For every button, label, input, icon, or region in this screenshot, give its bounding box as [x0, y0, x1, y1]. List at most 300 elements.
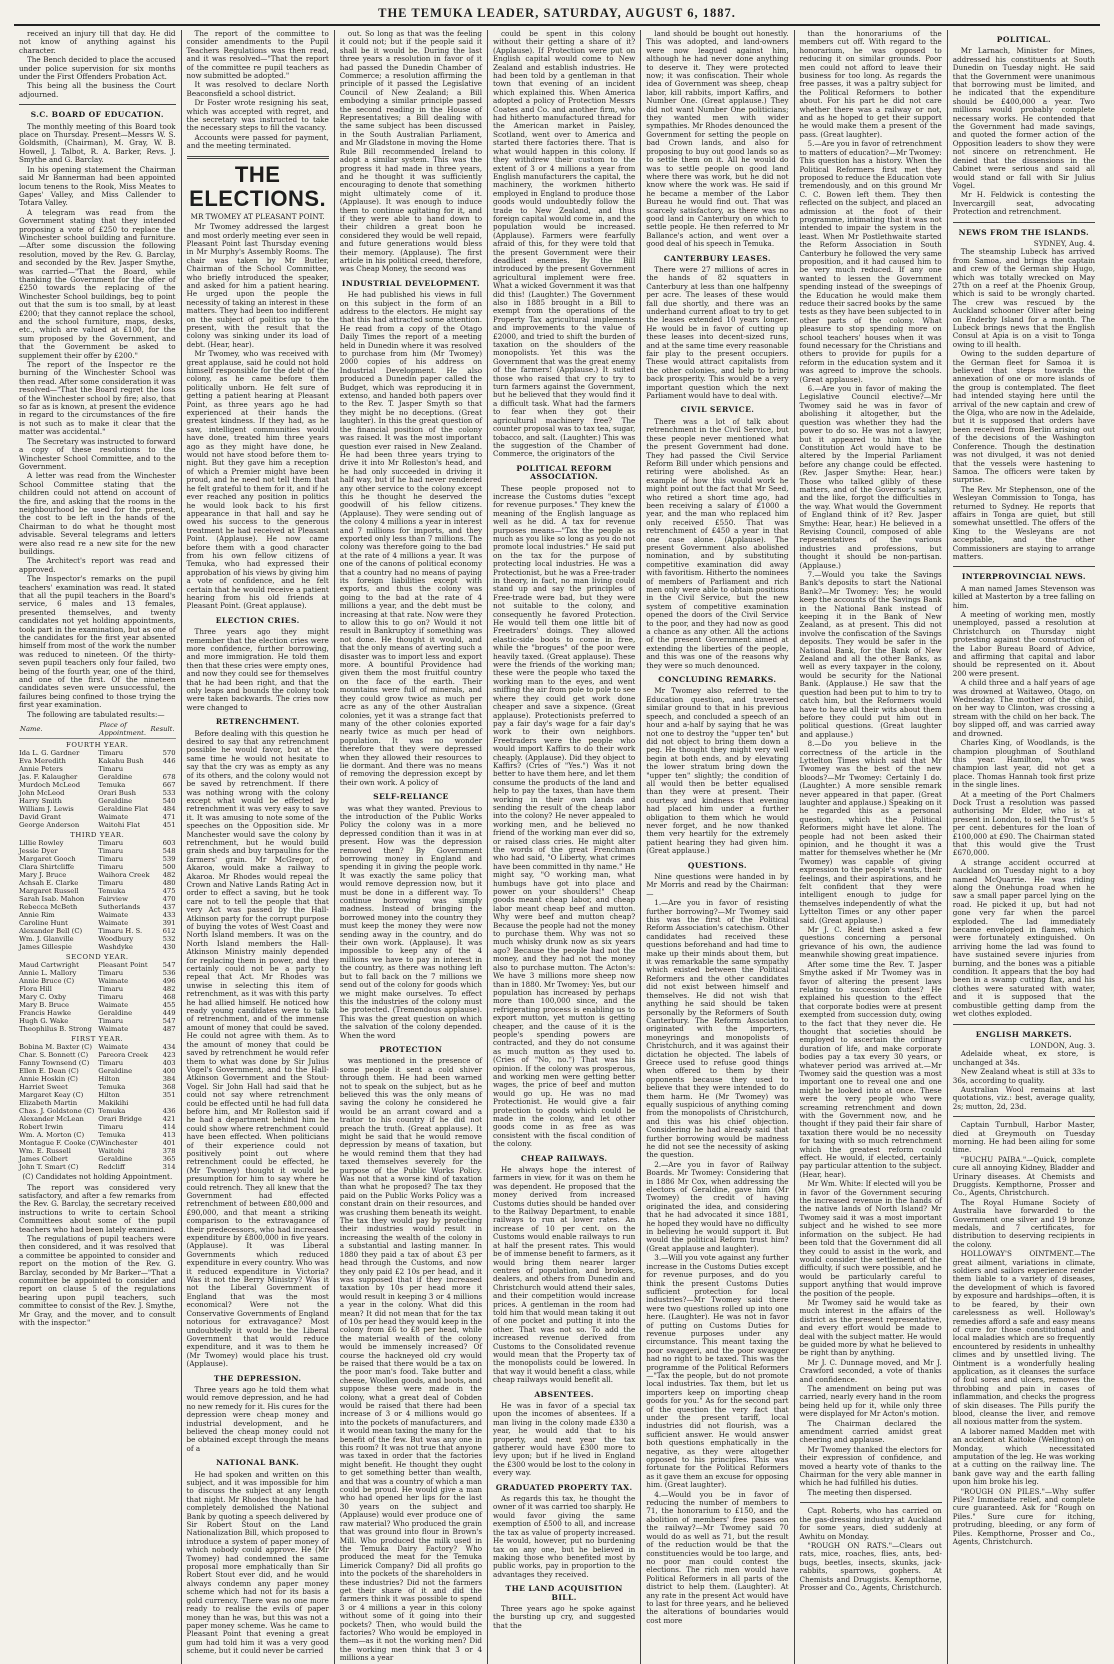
result-cell: 421: [162, 1115, 176, 1124]
article-paragraph: A letter was read from the Winchester School Committee stating that the children could not attend on account of the fire, and asking that the rooms in the neighbourhood be used for the present, the cost to be left in the hands of the Chairman to do what he thought most advisable. Several telegrams and letters were also read re a new site for the new buildings.: [19, 471, 176, 556]
name-cell: Wm. E. Russell: [19, 1147, 71, 1156]
name-cell: Achsah E. Clarke: [19, 879, 79, 888]
section-heading: POLITICAL.: [996, 35, 1052, 44]
article-paragraph: After some time the Rev. T. Jasper Smythe asked if Mr Twomey was in favor of altering the present laws relating to succession duties? He explained his question to the effect that corporate bodies were at present exempted from succession duty, owing to the fact that they never die. He thought that societies should be employed to ascertain the ordinary duration of life, and make corporate bodies pay a tax every 30 years, or whatever period was arrived at.—Mr Twomey said the question was a most important one to reveal one and one might be looked into at once. These were the very people who were screaming retrenchment and down with the Government now, and he thought if they paid their fair share of taxation there would be no necessity for taxing with so much retrenchment which the greatest reform could effect. He would, if elected, certainly pay particular attention to the subject. (Hear, hear).: [799, 959, 942, 1179]
table-row: [19, 961, 176, 969]
name-cell: Margaret Russell: [19, 887, 79, 896]
advertisement: "ROUGH ON PILES."—Why suffer Piles? Immediate relief, and complete cure guaranteed. Ask for "Rough on Piles." Sure cure for itching, protruding, bleeding, or any form of Piles. Kempthorne, Prosser and Co., Agents, Christchurch.: [952, 1486, 1095, 1547]
place-cell: Geraldine: [98, 797, 133, 806]
result-cell: 403: [162, 1059, 176, 1068]
article-paragraph: New Zealand wheat is still at 33s to 36s, according to quality.: [952, 1067, 1095, 1085]
result-cell: 401: [162, 1139, 176, 1148]
section-heading: SELF-RELIANCE: [373, 792, 449, 802]
name-cell: Margaret Gooch: [19, 855, 76, 864]
place-cell: Geraldine: [98, 773, 133, 782]
name-cell: Lillie Rowley: [19, 839, 64, 848]
dateline: SYDNEY, Aug. 4.: [1033, 238, 1095, 248]
name-cell: Alexander McLean: [19, 1115, 84, 1124]
place-cell: Washdyke: [98, 943, 133, 952]
name-cell: Annie Hoskin (C): [19, 1075, 78, 1084]
result-cell: 548: [162, 847, 176, 856]
column-3: [334, 30, 487, 1664]
table-row: [19, 805, 176, 813]
place-cell: Timaru: [98, 749, 124, 758]
result-cell: 482: [162, 985, 176, 994]
place-cell: Timaru: [98, 985, 124, 994]
column-7: [947, 30, 1100, 1664]
table-row: [19, 821, 176, 829]
year-heading: FOURTH YEAR.: [66, 741, 129, 750]
article-paragraph: These people proposed not to increase the Customs duties "except for revenue purposes." They knew the meaning of the English language as well as he did. A tax for revenue purposes means—"Tax the people as much as you like so long as you do not promote local industries." He said put on the tax for the purpose of protecting local industries. He was a Protectionist, but he was a Free-trader in theory, in fact, no man living could stand up and say the principles of Free-trade were bad, but they were not suitable to the colony, and consequently he favored Protection. He would tell them one little bit of Freetraders' doings. They allowed elastic-side boots to come in free, while the "brogues" of the poor were heavily taxed. (Great applause). These were the friends of the working man; these were the people who taxed the working man to the eyes, and went sniffing the air from pole to pole to see where they could get work done cheaper and save a sixpence. (Great applause). Protectionists preferred to pay a fair day's wage for a fair day's work to their own neighbors. Freetraders were the people who would import Kaffirs to do their work cheaply. (Applause). Did they object to Kaffirs? (Cries of "Yes.") Was it not better to have them here, and let them consume the products of the land and help to pay the taxes, than have them working in their own lands and sending the result of the cheap labor into the colony? He never appealed to working men, and he believed no friend of the working man ever did so, or raised class cries. He might alter the words of the great Frenchman who had said, "O Liberty, what crimes have been committed in thy name." He might say, "O working man, what humbugs have got into place and power on your shoulders!" Cheap goods meant cheap labor, and cheap labor meant cheap beef and mutton. Why were beef and mutton cheap? Because the people had not the money to purchase them. Why was not so much whisky drunk now as six years ago? Because the people had not the money, and they had not the money also to purchase mutton. The Acton's: We have 3 millions more sheep now than in 1880. Mr Twomey: Yes, but our population has increased by perhaps more than 100,000 since, and the refrigerating process is enabling us to export mutton, yet mutton is getting cheaper, and the cause of it is the people's spending powers are contracted, and they do not consume as much mutton as they used to. (Cries of "No, no.") That was his opinion. If the colony was prosperous, and working men were getting better wages, the price of beef and mutton would go up. He was no mad Protectionist. He would give a fair protection to goods which could be made in the colony, and let other goods come in as free as was consistent with the fiscal condition of the colony.: [493, 483, 636, 1149]
column-header: Place of Appointment.: [98, 720, 149, 739]
table-row: [19, 903, 176, 911]
result-cell: 612: [162, 927, 176, 936]
section-heading: CANTERBURY LEASES.: [663, 253, 771, 263]
place-cell: Pleasant Point: [98, 961, 148, 970]
section-heading: PROTECTION: [379, 1044, 443, 1054]
table-row: [19, 863, 176, 871]
name-cell: Annie Bruce (C): [19, 977, 75, 986]
section-heading: THE LAND ACQUISITION BILL.: [505, 1584, 623, 1602]
article-paragraph: received an injury till that day. He did not know of anything against his character.: [19, 29, 176, 55]
table-row: [19, 773, 176, 781]
table-row: [19, 757, 176, 765]
section-heading: INDUSTRIAL DEVELOPMENT.: [341, 278, 480, 288]
elections-headline: THE ELECTIONS.: [189, 161, 327, 211]
place-cell: Timaru: [98, 855, 124, 864]
place-cell: Pareora Creek: [98, 1051, 149, 1060]
year-heading-row: [19, 951, 176, 961]
result-cell: 500: [162, 863, 176, 872]
results-table: [19, 720, 176, 1171]
result-cell: 413: [162, 1131, 176, 1140]
result-cell: 539: [162, 855, 176, 864]
name-cell: Char. S. Bonnett (C): [19, 1051, 89, 1060]
result-cell: 378: [162, 1147, 176, 1156]
place-cell: Hilton: [98, 1075, 120, 1084]
place-cell: Sutherlands: [98, 903, 141, 912]
place-cell: Makikihi: [98, 1099, 129, 1108]
name-cell: Alexander Bell (C): [19, 927, 83, 936]
table-row: [19, 1107, 176, 1115]
article-paragraph: Mr Twomey said he would take as much interest in the affairs of the district as the present representative, and every effort would be made to deal with the subject matter. He would be guided more by what he believed to be right than by anything.: [799, 1297, 942, 1358]
result-cell: 314: [162, 1163, 176, 1172]
section-heading: CIVIL SERVICE.: [680, 405, 755, 415]
place-cell: Temuka: [98, 781, 126, 790]
section-heading: ABSENTEES.: [534, 1389, 594, 1399]
result-cell: 547: [162, 961, 176, 970]
table-row: [19, 969, 176, 977]
result-cell: 470: [162, 895, 176, 904]
article-paragraph: Mr Twomey addressed the largest and most orderly meeting ever seen in Pleasant Point last Thursday evening in Mr Murphy's Assembly Rooms. The chair was taken by Mr Butler, Chairman of the School Committee, who briefly introduced the speaker, and asked for him a patient hearing. He urged upon the people the necessity of taking an interest in these matters. They had been too indifferent on the subject of politics up to the present, with the result that the colony was sinking under its load of debt. (Hear, hear).: [186, 222, 329, 349]
result-cell: 540: [162, 797, 176, 806]
place-cell: Timaru: [98, 1123, 124, 1132]
table-row: [19, 1155, 176, 1163]
article-paragraph: A child three and a half years of age was drowned at Waitaweo, Otago, on Wednesday. The mother of the child, on her way to Clinton, was crossing a stream with the child on her back. The boy slipped off, and was carried away and drowned.: [952, 678, 1095, 738]
place-cell: Timaru: [98, 993, 124, 1002]
article-paragraph: A strange accident occurred at Auckland on Tuesday night to a boy named McQuarrie. He was riding along the Onehunga road when he saw a small paper parcel lying on the road. He picked it up, but had not gone very far when the parcel exploded. The lad immediately became enveloped in flames, which were fortunately extinguished. On arriving home the lad was found to have sustained severe injuries from burning, and the bones was a pitiable condition. It appears that the boy had been in a swamp cutting flax, and his clothes were saturated with water, and it is supposed that the combustible getting damp from the wet clothes exploded.: [952, 857, 1095, 1019]
place-cell: Winchester: [98, 1139, 138, 1148]
divider: [953, 1024, 1095, 1025]
result-cell: 484: [162, 805, 176, 814]
article-paragraph: He was in favor of a special tax upon the incomes of absentees. If a man living in the colony made £330 a year, he would add that to his property, and next year the tax gatherer would have £300 more to levy upon; but if he lived in England the £300 would be lost to the colony in every way.: [493, 1401, 636, 1478]
table-row: [19, 1001, 176, 1009]
table-row: [19, 1075, 176, 1083]
article-paragraph: Before dealing with this question he desired to say that any retrenchment possible he would favor, but at the same time he would not hesitate to say that the cry was as empty as any of its others, and the colony would not be saved by retrenchment. If there was nothing wrong with the colony except what would be effected by retrenchment it was very easy to save it. It was amusing to note some of the speeches on the Opposition side. Mr Manchester would save the colony by retrenchment, but he would build grain sheds and buy tarpaulins for the farmers' grain. Mr McGregor, of Akaroa, would make a railway to Akaroa. Mr Rhodes would repeal the Crown and Native Lands Rating Act in order to effect a saving, but he took care not to tell the people that that very Act was passed by the Hall-Atkinson party for the corrupt purpose of buying the votes of West Coast and North Island members. It was on the North Island members the Hall-Atkinson Ministry mainly depended for replacing them in power, and they certainly could not be a party to repeal that Act. Mr Rhodes was unwise in selecting this item of retrenchment, as it was with this party he had allied himself. He noticed how ready young candidates were to talk of retrenchment, and of the immense amount of money that could be saved. He could not agree with them. As to the amount of money that could be saved by retrenchment he would refer them to what was done by Sir Julius Vogel's Government, and to the Hall-Atkinson Government and the Stout-Vogel. Sir John Hall had said that he could not say where retrenchment could be effected until he had full data before him, and Mr Rolleston said if he had a department behind him he could show where retrenchment could have been effected. When politicians of their experience could not positively point out where retrenchment could be effected, he (Mr Twomey) thought it would be presumption for him to say where he could retrench. They all knew that the Government had effected retrenchment of between £80,000 and £90,000, and that meant a striking comparison to the extravagance of their predecessors, who had increased expenditure by £800,000 in five years. (Applause). It was Liberal Governments which reduced expenditure in every country. Who was it reduced expenditure in Victoria? Was it not the Berry Ministry? Was it not the Liberal Government of England that was the most economical? Were not the Conservative Governments of England notorious for extravagance? Most undoubtedly it would be the Liberal Government that would reduce expenditure, and it was to them he (Mr Twomey) would place his trust. (Applause).: [186, 728, 329, 1369]
article-paragraph: Mr Twomey thanked the electors for their expression of confidence, and moved a hearty vote of thanks to the Chairman for the very able manner in which he had fulfilled his duties.: [799, 1444, 942, 1488]
place-cell: Waimate: [98, 1043, 129, 1052]
result-cell: 667: [162, 781, 176, 790]
place-cell: Temuka: [98, 887, 126, 896]
advertisement: "ROUGH ON RATS."—Clears out rats, mice, roaches, flies, ants, bed-bugs, beetles, insects, skunks, jack-rabbits, sparrows, gophers. At Chemists and Druggists. Kempthorne, Prosser and Co., Agents, Christchurch.: [799, 1540, 942, 1592]
section-heading: CONCLUDING REMARKS.: [658, 675, 777, 685]
place-cell: Orari Bush: [98, 789, 136, 798]
results-table-body: [19, 739, 176, 1172]
result-cell: 678: [162, 773, 176, 782]
name-cell: Margaret Keay (C): [19, 1091, 84, 1100]
article-paragraph: As regards this tax, he thought the owner of it was carried too sharply. He would favor giving the same exemption of £500 to all, and increase the tax as value of property increased. He would, however, put no burdening tax on any one, but he believed in making those who benefited most by public works, pay in proportion to the advantages they received.: [493, 1494, 636, 1579]
table-row: [19, 911, 176, 919]
result-cell: [149, 765, 175, 773]
article-paragraph: There was a lot of talk about retrenchment in the Civil Service, but these people never mentioned what the present Government had done. They had passed the Civil Service Reform Bill under which pensions and retiring were abolished. As an example of how this would work he might point out the fact that Mr Seed, who retired a short time ago, had been receiving a salary of £1000 a year, and the man who replaced him only received £550. That was retrenchment of £450 a year in that one case alone. (Applause). The present Government also abolished nomination, and by substituting competitive examination did away with favoritism. Hitherto the nominees of members of Parliament and rich men only were able to obtain positions in the Civil Service, but the new system of competitive examination opened the doors of the Civil Service to the poor, and they had now as good a chance as any other. All the actions of the present Government aimed at extending the liberties of the people, and this was one of the reasons why they were so much denounced.: [646, 416, 789, 670]
divider: [953, 1116, 1095, 1117]
year-heading: THIRD YEAR.: [70, 831, 125, 840]
place-cell: Geraldine: [98, 1155, 133, 1164]
table-row: [19, 1059, 176, 1067]
news-item: A laborer named Madden met with an accident at Kaitoke (Wellington) on Monday, which necessitated amputation of the leg. He was working at a cutting on the railway line. The bank gave way and the earth falling upon him broke his leg.: [952, 1426, 1095, 1487]
name-cell: Robert Irwin: [19, 1123, 64, 1132]
article-paragraph: A meeting of working men, mostly unemployed, passed a resolution at Christchurch on Thursday night protesting against the construction of the Labor Bureau Board of Advice, and affirming that capital and labor should be represented on it. About 200 were present.: [952, 610, 1095, 678]
article-paragraph: land should be bought out honestly. This was adopted, and land-owners were now leagued against him, although he had never done anything to deserve it. They were protected now; it was confiscation. Their whole idea of Government was sheep, cheap labor, kill rabbits, import Kaffirs, and Number One. (Great applause.) They did not want Number One politicians; they wanted men with wider sympathies. Mr Rhodes denounced the Government for setting the people on bad Crown lands, and also for proposing to buy out good lands so as to settle them on it. All he would do was to settle people on good land where there was work, but he did not know where the work was. He said if he became a member of the Labor Bureau he would find out. That was scarcely satisfactory, as there was no good land in Canterbury on which to settle people. He then referred to Mr Ballance's action, and went over a good deal of his speech in Temuka.: [646, 29, 789, 249]
result-cell: 471: [162, 813, 176, 822]
article-paragraph: The report was considered very satisfactory, and after a few remarks from the Rev. G. Barclay, the secretary received instructions to write to certain School Committees about some of the pupil teachers who had been lately examined.: [19, 1182, 176, 1234]
article-paragraph: 5.—Are you in favor of retrenchment to matters of education?—Mr Twomey: This question has a history. When the Political Reformers first met they proposed to reduce the Education vote tremendously, and on this ground Mr C. C. Bowen left them. They then reflected on the subject, and placed an admission at the foot of their programme, intimating that it was not intended to impair the system in the least. When Mr Postlethwaite started the Reform Association in South Canterbury he followed the very same proposition, and it had caused him to be very much reduced. If any one wanted to lessen the Government spending instead of the sweepings of the Education he would make them reduce their sacred books by the same tests as they have been subjected to in other parts of the colony. What pleasure to stop spending more on school teachers' houses when it was found necessary for the Christians and others to provide for pupils for a reform in the education system and it was agreed to improve the schools. (Great applause).: [799, 139, 942, 384]
article-paragraph: out. So long as that was the feeling it could not; but if the people said it shall be it would be. During the last three years a resolution in favor of it had passed the Dunedin Chamber of Commerce; a resolution affirming the principle of it passed the Legislative Council of New Zealand; a Bill embodying a similar principle passed the second reading in the House of Representatives; a Bill dealing with the same subject has been discussed in the South Australian Parliament, and Mr Gladstone in moving the Home Rule Bill recommended Ireland to adopt a similar system. This was the progress it had made in three years, and he thought it was sufficiently encouraging to denote that something might ultimately come of it. (Applause). It was enough to induce them to continue agitating for it, and if they were able to hand down to their children a great boon he considered they would be well repaid, and future generations would bless their memory. (Applause). The first article in his political creed, therefore, was Cheap Money, the second was: [339, 29, 483, 274]
place-cell: Woodbury: [98, 935, 134, 944]
table-row: [19, 1139, 176, 1147]
article-paragraph: Accounts were passed for payment, and the meeting terminated.: [186, 132, 329, 151]
name-cell: Annie Rim: [19, 911, 55, 920]
result-cell: 532: [162, 935, 176, 944]
section-heading: INTERPROVINCIAL NEWS.: [961, 572, 1086, 582]
article-paragraph: The monthly meeting of this Board took place on Thursday. Present—Messrs W. S. Goldsmith, (Chairman), M. Gray, W. B. Howell, J. Talbot, R. A. Barker, Revs. J. Smythe and G. Barclay.: [19, 121, 176, 165]
divider: [187, 156, 329, 159]
name-cell: Wm. J. Glanville: [19, 935, 74, 944]
article-paragraph: The steamship Lubeck has arrived from Samoa, and brings the captain and crew of the German ship Hugo, which was totally wrecked on May 27th on a reef at the Phoenix Group, which is said to be wrongly charted. The crew was rescued by the Auckland schooner Oliver after being on Enderby Island for a month. The Lubeck brings news that the English Consul at Apia is on a visit to Tonga owing to ill health.: [952, 247, 1095, 349]
place-cell: Temuka: [98, 1107, 126, 1116]
result-cell: 414: [162, 1123, 176, 1132]
section-heading: GRADUATED PROPERTY TAX.: [495, 1482, 633, 1492]
article-paragraph: Mr J. C. Dunnage moved, and Mr J. Crawford seconded, a vote of thanks and confidence.: [799, 1357, 942, 1384]
table-row: [19, 839, 176, 847]
table-row: [19, 993, 176, 1001]
year-heading: SECOND YEAR.: [65, 953, 129, 962]
result-cell: 480: [162, 879, 176, 888]
table-row: [19, 1115, 176, 1123]
table-row: [19, 1091, 176, 1099]
result-cell: 482: [162, 871, 176, 880]
table-row: [19, 935, 176, 943]
place-cell: Waihora Creek: [98, 871, 150, 880]
place-cell: Geraldine Flat: [98, 805, 148, 814]
name-cell: David Grant: [19, 813, 61, 822]
name-cell: Francis Hawke: [19, 1009, 71, 1018]
place-cell: Redcliff: [98, 1163, 125, 1172]
table-row: [19, 1083, 176, 1091]
article-paragraph: Three years ago they might remember that the election cries were more confidence, further borrowing, and more immigration. He told them then that these cries were empty ones, and now they could see for themselves that he had been right, and that the only leaps and bounds the colony took were taken backwards. The cries now were changed to: [186, 627, 329, 712]
article-paragraph: He had spoken and written on this subject, and it was impossible for him to discuss the subject at any length that night. Mr Rhodes thought he had completely demolished the National Bank by quoting a speech delivered by Sir Robert Stout on the Land Nationalization Bill, which proposed to introduce a system of paper money of which nobody could approve. He (Mr Twomey) had condemned the same proposal more emphatically than Sir Robert Stout ever did, and he would always condemn any paper money scheme which had not for its basis a gold currency. There was no one more ready to realise the evils of paper money than he was, but this was not a paper money scheme. Was he came to Pleasant Point that evening a great gum had told him it was a very good scheme, but it could never be carried: [186, 1469, 329, 1656]
table-row: [19, 1051, 176, 1059]
article-paragraph: was mentioned in the presence of some people it sent a cold shiver through them. He had been warned not to speak on the subject, but as he believed this was the only means of saving the colony he considered he would be an arrant coward and a traitor to his country if he did not preach the truth. (Great applause). It might be said that he would remove depression by means of taxation, but he would remind them that they had taxed themselves severely for the purpose of the Public Works Policy. Was not that a worse kind of taxation than what he proposed? The tax they paid on the Public Works Policy was a constant drain on their resources, and was crushing them beneath its weight. The tax they would pay by protecting their industries would result in increasing the wealth of the colony in a substantial and lasting manner. In 1880 they paid a tax of about £3 per head through the Customs, and now they only paid £2 10s per head, and it was supposed that if they increased taxation by 10s per head more it would result in keeping 3 or 4 millions a year in the colony. What did this mean? It did not mean that for the tax of 10s per head they would keep in the colony from £6 to £8 per head, while the material wealth of the colony would be immensely increased? Of course the hackneyed old cry would be raised that there would be a tax on the poor man's food. Take butter and cheese, Woollen goods, and boots, and suppose these were made in the colony, what a great deal of Cobden would be raised that there had been increase of 3 or 4 millions would go into the pockets of manufacturers, and it would mean taxing the many for the benefit of the few. But was any one in this room? It was not true that anyone was taxed in order that the factories might benefit. He thought they ought to get something better than wealth, and that was a country of which a man could be proud. He would give a man who had opened her lips for the last 30 years on the subject and (Applause) would ever produce one of raw material? Who produced the grain that was ground into flour in Brown's Mill. Who produced the milk used in the Temuka Dairy Factory? Who produced the meat for the Temuka Limerick Company? Did all profits go into the pockets of the shareholders in these industries? Did not the farmers get their share of it and did the farmers think it was possible to spend 3 or 4 millions a year in this colony without some of it going into their pockets? Then, who would build the factories? Who would be employed in them—as it not the working men? Did the working men think that 3 or 4 millions a year: [339, 1056, 483, 1663]
place-cell: Temuka: [98, 1083, 126, 1092]
advertisement: HOLLOWAY'S OINTMENT.—The great ailment, variations in climate, soldiers and sailors experience render them liable to a variety of diseases, the development of which is favored by exposure and hardships—often, it is to be feared, by their own carelessness as well. Holloway's remedies afford a safe and easy means of cure for those constitutional and local maladies which are so frequently encountered by residents in unhealthy climes and by unsettled living. The Ointment is a wonderfully healing application, as it cleanses the surface of foul sores and ulcers, removes the throbbing and pain in cases of inflammation, and checks the progress of skin diseases. The Pills purify the blood, cleanse the liver, and remove all noxious matter from the system.: [952, 1249, 1095, 1427]
result-cell: 391: [162, 919, 176, 928]
name-cell: Theophilus B. Strong: [19, 1025, 92, 1034]
result-cell: 368: [162, 1083, 176, 1092]
table-row: [19, 871, 176, 879]
article-paragraph: The amendment on being put was carried, nearly every hand in the room being held up for it, while only three were displayed for Mr Acton's motion.: [799, 1384, 942, 1419]
table-row: [19, 797, 176, 805]
result-cell: 603: [162, 839, 176, 848]
section-heading: QUESTIONS.: [687, 860, 747, 870]
divider: [800, 1502, 942, 1503]
result-cell: 434: [162, 1043, 176, 1052]
table-row: [19, 879, 176, 887]
masthead: [14, 6, 1100, 26]
table-row: [19, 781, 176, 789]
name-cell: Wm. A. Morton (C): [19, 1131, 85, 1140]
article-paragraph: 8.—Do you believe in the correctness of the article in the Lyttelton Times which said that Mr Twomey was the best of the new bloods?—Mr Twomey: Certainly I do. (Laughter.) A more sensible remark never appeared in that paper. (Great laughter and applause.) Speaking on it he regarded this as a personal question, which the Political Reformers might have let alone. The people had not been asked their opinion, and he thought it was a matter for themselves whether he (Mr Twomey) was capable of giving expression to the people's wants, their feelings, and their aspirations, and he felt confident that they were intelligent enough to judge for themselves independently of what the Lyttelton Times or any other paper said. (Great applause.): [799, 739, 942, 925]
article-paragraph: The meeting then dispersed.: [807, 1487, 912, 1497]
name-cell: Flora Hill: [19, 985, 52, 994]
place-cell: Timaru: [98, 969, 124, 978]
place-cell: Timaru: [98, 1017, 124, 1026]
advertisement: "BUCHU PAIBA."—Quick, complete cure all annoying Kidney, Bladder and Urinary diseases. At Chemists and Druggists. Kempthorne, Prosser and Co., Agents, Christchurch.: [952, 1154, 1095, 1198]
article-paragraph: The regulations of pupil teachers were then considered, and it was resolved that a committee be appointed to consider and report on the motion of the Rev. G. Barclay, seconded by Mr Barker—"That a committee be appointed to consider and report on clause 5 of the regulations bearing upon pupil teachers, such committee to consist of the Rev. J. Smythe, Mr Gray, and the mover, and to consult with the inspector.": [19, 1233, 176, 1327]
name-cell: Chas. J. Goldstone (C): [19, 1107, 95, 1116]
columns: [14, 29, 1100, 1663]
result-cell: 433: [162, 911, 176, 920]
divider: [19, 104, 176, 105]
result-cell: 436: [162, 1107, 176, 1116]
table-row: [19, 855, 176, 863]
name-cell: Murdoch McLeod: [19, 781, 81, 790]
name-cell: Ida L. G. Gardner: [19, 749, 80, 758]
section-heading: CHEAP RAILWAYS.: [520, 1153, 608, 1163]
result-cell: 446: [162, 757, 176, 766]
article-paragraph: Mr Twomey also referred to the Education question, and traversed similar ground to that in his previous speech, and concluded a speech of an hour and a-half by saying that he was not one to destroy the "upper ten" but did not object to bring them down a peg. He thought they might very well begin at both ends, and by elevating the lower stratum bring down the "upper ten" slightly; the condition of all would then be better equalised than they were at present. Their courtesy and kindness that evening had placed him under a further obligation to them which he would never forget, and he now thanked them very heartily for the extremely patient hearing they had given him. (Great applause.): [646, 686, 789, 856]
table-row: [19, 919, 176, 927]
name-cell: Eva Meredith: [19, 757, 66, 766]
article-paragraph: Owing to the sudden departure of the German fleet for Samoa it is believed that steps towards the annexation of one or more islands of the group is contemplated. The fleet had intended staying here until the arrival of the new captain and crew of the Olga, who are now in the Adelaide, but it is supposed that orders have been received from Berlin arising out of the decisions of the Washington Conference. Though the destination was not divulged, it was not denied that the vessels were hastening to Samoa. The officers were taken by surprise.: [952, 349, 1095, 485]
table-note: (C) Candidates not holding Appointment.: [22, 1172, 173, 1182]
table-row: [19, 1009, 176, 1017]
article-paragraph: He always hope the interest of farmers in view, for it was on them he was dependent. He proposed that the money derived from increased Customs duties should be handed over to the Railway Department, to enable railways to run at lower rates. An increase of 10 per cent. on the Customs would enable railways to run at half the present rates. This would be of immense benefit to farmers, as it would bring them nearer larger centres of population, and brokers, dealers, and others from Dunedin and Christchurch would attend their sales, and their competition would increase prices. A gentleman in the room had told him that would mean taking it out of one pocket and putting it into the other. That was not so. To add the increased revenue derived from Customs to the Consolidated revenue would mean that the Property tax of the monopolists could be lowered. In that way it would benefit a class, while cheap railways would benefit all.: [493, 1165, 636, 1385]
section-heading: ENGLISH MARKETS.: [975, 1029, 1073, 1039]
name-cell: Mary J. Bruce: [19, 871, 67, 880]
table-row: [19, 895, 176, 903]
article-paragraph: The Rev. Mr Stephenson, one of the Wesleyan Commission to Tonga, has returned to Sydney. He reports that affairs in Tonga are quiet, but still somewhat unsettled. The offers of the King to the Wesleyans are not acceptable, and the other Commissioners are staying to arrange matters.: [952, 484, 1095, 561]
place-cell: Geraldine: [98, 1067, 133, 1076]
name-cell: Jessie Dyer: [19, 847, 58, 856]
result-cell: 437: [162, 903, 176, 912]
table-row: [19, 927, 176, 935]
place-cell: Hilton: [98, 1091, 120, 1100]
result-cell: 449: [162, 1009, 176, 1018]
name-cell: Mary C. Oxby: [19, 993, 67, 1002]
article-paragraph: Mr H. Feldwick is contesting the Invercargill seat, advocating Protection and retrenchment.: [952, 190, 1095, 217]
place-cell: Waimate: [98, 977, 129, 986]
article-paragraph: 6.—Are you in favor of making the Legislative Council elective?—Mr Twomey said he was in favor of abolishing it altogether, but the question was whether they had the power to do so. He was not a lawyer, but it appeared to him that the Constitution Act would have to be altered by the Imperial Parliament before any change could be effected. (Rev. Jasper Smythe: Hear, hear.) Those who talked glibly of these matters, and of the Governor's salary, and the like, forgot the difficulties in the way. What would the Government of England think of it? Rev. Jasper Smythe: Hear, hear.) He believed in a Revising Council, composed of able representatives of the various industries and professions, but thought it should be non-partisan. (Applause.): [799, 384, 942, 570]
result-cell: 384: [162, 1075, 176, 1084]
divider: [953, 222, 1095, 223]
place-cell: Waitohi: [98, 1147, 125, 1156]
article-paragraph: A telegram was read from the Government stating that they intended proposing a vote of £250 to replace the Winchester school building and furniture.—After some discussion the following resolution, moved by the Rev. G. Barclay, and seconded by the Rev. Jasper Smythe, was carried—"That the Board, while thanking the Government for the offer of £250 towards the replacing of the Winchester School buildings, beg to point out that the sum is too small, by at least £200; that they cannot replace the school, and the school furniture, maps, desks, etc., which are valued at £100, for the sum proposed by the Government, and that the Government be asked to supplement their offer by £200.": [19, 207, 176, 360]
year-heading-row: [19, 829, 176, 839]
place-cell: Timaru H. S.: [98, 927, 143, 936]
result-cell: 423: [162, 1051, 176, 1060]
place-cell: Waitohi Flat: [98, 821, 141, 830]
article-paragraph: The Architect's report was read and approved.: [19, 556, 176, 574]
place-cell: Orari Bridge: [98, 1115, 142, 1124]
result-cell: 547: [162, 1017, 176, 1026]
table-row: [19, 1163, 176, 1171]
name-cell: Annie L. Mallory: [19, 969, 77, 978]
place-cell: Timaru: [98, 765, 124, 774]
result-cell: 365: [162, 1155, 176, 1164]
table-row: [19, 1043, 176, 1051]
dateline: LONDON, Aug. 3.: [1030, 1040, 1095, 1050]
result-cell: 496: [162, 977, 176, 986]
article-paragraph: could be spent in this colony without their getting a share of it? (Applause). If Protection were put on English capital would come to New Zealand and establish industries. He had been told by a gentleman in that town that evening of an incident which explained this. When America adopted a policy of Protection Messrs Coates and Co. and another firm, who had hitherto manufactured thread for the American market in Paisley, Scotland, went over to America and started there factories there. That is what would happen in this colony. If they withdrew their custom to the extent of 3 or 4 millions a year from English manufacturers the capital, the machinery, the workmen hitherto employed in England to produce those goods would undoubtedly follow the trade to New Zealand, and thus foreign capital would come in, and the population would be increased. (Applause). Farmers were fearfully afraid of this, for they were told that the present Government were their deadliest enemies. By the Bill introduced by the present Government agricultural implement were free. What a wicked Government it was that did this! (Laughter.) The Government also in 1885 brought in a Bill to exempt from the operations of the Property Tax agricultural implements and improvements to the value of £2000, and tried to shift the burden of taxation on the shoulders of the monopolists. Yet this was the Government that was the great enemy of the farmers! (Applause.) It suited those who raised that cry to try to turn farmers against the Government, but he believed that they would find it a difficult task. What had the farmers to fear when they got their agricultural machinery free? The counter proposal was to tax tea, sugar, tobacco, and salt. (Laughter.) This was the suggestion of the Chamber of Commerce, the originators of the: [493, 29, 636, 459]
table-row: [19, 1147, 176, 1155]
name-cell: John McLeod: [19, 789, 65, 798]
article-paragraph: In his opening statement the Chairman said Mr Bannerman had been appointed locum tenens to the Rook, Miss Meates to Gapes' Valley, and Miss Callender to Totara Valley.: [19, 164, 176, 208]
name-cell: Elizabeth Martin: [19, 1099, 78, 1108]
column-2: [181, 30, 334, 1664]
name-cell: George Anderson: [19, 821, 80, 830]
column-header: Name.: [19, 720, 98, 739]
result-cell: 468: [162, 993, 176, 1002]
article-paragraph: The Inspector's remarks on the pupil teachers' examination was read. It stated that all the pupil teachers in the Board's service, 6 males and 13 females, presented themselves, and twenty candidates not yet holding appointments, took part in the examination, but as one of the candidates for the first year absented himself from most of the work the number was reduced to nineteen. Of the thirty-seven pupil teachers only four failed, two being of the fourth year, one of the third, and one of the first. Of the nineteen candidates seven were unsuccessful, the failures being confined to those trying the first year examination.: [19, 574, 176, 710]
news-item: Capt. Roberts, who has carried on the gas-dressing industry at Auckland for some years, died suddenly at Awhitu on Monday.: [799, 1506, 942, 1541]
name-cell: Sarah Isab. Mahon: [19, 895, 85, 904]
article-paragraph: Nine questions were handed in by Mr Morris and read by the Chairman:—: [646, 872, 789, 898]
article-paragraph: Three years ago he spoke against the bursting up cry, and suggested that the: [493, 1603, 636, 1630]
table-row: [19, 1123, 176, 1131]
name-cell: William J. Lewis: [19, 805, 74, 814]
table-row: [19, 1025, 176, 1033]
column-1: [14, 30, 181, 1664]
table-row: [19, 749, 176, 757]
result-cell: 400: [162, 1067, 176, 1076]
name-cell: Rebecca McBeth: [19, 903, 78, 912]
year-heading-row: [19, 739, 176, 750]
article-paragraph: He had published his views in full on this subject in the form of an address to the electors. He might say that this had attracted some attention. He read from a copy of the Otago Daily Times the report of a meeting held in Dunedin where it was resolved to purchase from him (Mr Twomey) 2000 copies of his address on Industrial Development. He also produced a Dunedin paper called the Budget, which was reproducing it in extenso, and handed both papers over to the Rev. T. Jasper Smyth so that they might be no deceptions. (Great laughter). In this the great question of the financial position of the colony was raised. It was the most important question ever raised in New Zealand. He had been three years trying to drive it into Mr Rolleston's head, and he had only succeeded in driving it half way, but if he had never rendered any other service to the colony except this he thought he deserved the goodwill of his fellow citizens. (Applause). They were sending out of the colony 4 millions a year in interest and 7 millions for imports, and they exported only less than 7 millions. The colony was therefore going to the bad at the rate of 4 millions a year. It was one of the canons of political economy that a country had no means of paying its foreign liabilities except with exports, and thus the colony was going to the bad at the rate of 4 millions a year, and the debt must be increasing at that rate. Now were they to allow this to go on? Would it not result in Bankruptcy if something was not done. He thought it would, and that the only means of averting such a disaster was to import less and export more. A bountiful Providence had given them the most fruitful country on the face of the earth. Their mountains were full of minerals, and they could grow twice as much per acre as any of the other Australian colonies, yet it was a strange fact that many of the other colonies exported nearly twice as much per head of population. It was no wonder therefore that they were depressed when they allowed their resources to lie dormant. And there was no means of removing the depression except by their own work. A policy of: [339, 290, 483, 787]
name-cell: James Colbert: [19, 1155, 68, 1164]
article-paragraph: The Secretary was instructed to forward a copy of these resolutions to the Winchester School Committee, and to the Government.: [19, 436, 176, 471]
article-paragraph: The Chairman declared the amendment carried amidst great cheering and applause.: [799, 1418, 942, 1445]
elections-subheading: MR TWOMEY AT PLEASANT POINT.: [190, 211, 325, 221]
section-heading: NEWS FROM THE ISLANDS.: [958, 227, 1090, 237]
article-paragraph: Mr J. C. Reid then asked a few questions concerning a personal grievance of his own, the audience meanwhile showing great impatience.: [799, 925, 942, 960]
table-row: [19, 847, 176, 855]
year-heading-row: [19, 1033, 176, 1043]
place-cell: Waimate: [98, 1001, 129, 1010]
article-paragraph: Three years ago he told them what would remove depression, and he had no new remedy for it. His cures for the depression were cheap money and industrial development, and he believed the cheap money could not be obtained except through the means of a: [186, 1384, 329, 1453]
name-cell: Caroline Hunt: [19, 919, 68, 928]
table-row: [19, 1067, 176, 1075]
section-heading: ELECTION CRIES.: [215, 615, 300, 625]
name-cell: Ellen E. Dean (C): [19, 1067, 79, 1076]
place-cell: Waimate: [98, 1025, 129, 1034]
place-cell: Timaru: [98, 879, 124, 888]
place-cell: Temuka: [98, 1131, 126, 1140]
article-paragraph: 7.—Would you take the Savings Bank's deposits to start the National Bank?—Mr Twomey: Yes; he would keep the accounts of the Savings Bank in the National Bank instead of keeping it in the Bank of New Zealand, as at present. This did not involve the confiscation of the Savings deposits. They would be safer in the National Bank, for the Bank of New Zealand and all the other Banks, as well as every taxpayer in the colony, would be security for the National Bank. (Applause.) He saw that the question had been put to him to try to catch him, but the Reformers would have to have all their wits about them before they could put him out in political questions. (Great laughter and applause.): [799, 570, 942, 739]
name-cell: Hugh G. Wake: [19, 1017, 69, 1026]
article-paragraph: The Bench decided to place the accused under police supervision for six months under the First Offenders Probation Act.: [19, 55, 176, 82]
name-cell: Jas. F. Kalaugher: [19, 773, 78, 782]
table-row: [19, 765, 176, 773]
article-paragraph: Charles King, of Woodlands, is the champion ploughman of Southland this year. Hamilton, who was champion last year, did not get a place. Thomas Hannah took first prize in the single lines.: [952, 738, 1095, 790]
article-paragraph: The following are tabulated results:—: [27, 709, 165, 719]
news-item: Captain Turnbull, Harbor Master, died at Greymouth on Tuesday morning. He had been ailing for some time.: [952, 1120, 1095, 1155]
result-cell: [149, 1099, 175, 1107]
name-cell: Maud Cartwright: [19, 961, 79, 970]
divider: [953, 566, 1095, 567]
result-cell: 455: [162, 1001, 176, 1010]
name-cell: James Gillespie: [19, 943, 72, 952]
article-paragraph: It was resolved to declare North Beaconsfield a school district.: [186, 80, 329, 98]
place-cell: Timaru: [98, 847, 124, 856]
place-cell: Timaru: [98, 839, 124, 848]
section-heading: POLITICAL REFORM ASSOCIATION.: [516, 463, 612, 482]
column-header: Result.: [149, 720, 175, 739]
article-paragraph: 2.—Are you in favor of Railway Boards. Mr Twomey: Considering that in 1886 Mr Cox, when addressing the electors of Geraldine, gave him (Mr Twomey) the credit of having originated the idea, and considering that he had advocated it since 1881, he hoped they would have no difficulty in believing he would support it. But would the political Reform trust him? (Great applause and laughter).: [646, 1159, 789, 1253]
name-cell: John T. Smart (C): [19, 1163, 79, 1172]
article-paragraph: There were 27 millions of acres in the hands of 82 squatters in Canterbury at less than one halfpenny per acre. The leases of these would fall due shortly, and there was an underhand current afloat to try to get the leases extended 10 years longer. He would be in favor of cutting up these leases into decent-sized runs, and at the same time every reasonable fair play to the present occupiers. These would attract capitalists from the other colonies, and help to bring back prosperity. This would be a very important question which the next Parliament would have to deal with.: [646, 264, 789, 401]
table-row: [19, 985, 176, 993]
place-cell: Timaru: [98, 1059, 124, 1068]
article-paragraph: Australian Wool remains at last quotations, viz.: best, average quality, 2s; mutton, 2d, 23d.: [952, 1084, 1095, 1111]
article-paragraph: The report of the committee to consider amendments to the Pupil Teachers Regulations was then read, and it was resolved—"That the report of the committee re pupil teachers as now submitted be adopted.": [186, 29, 329, 81]
table-row: [19, 1099, 176, 1107]
place-cell: Waimate: [98, 813, 129, 822]
column-5: [640, 30, 793, 1664]
article-paragraph: Dr Foster wrote resigning his seat, which was accepted with regret, and the secretary was instructed to take the necessary steps to fill the vacancy.: [186, 98, 329, 133]
name-cell: Annie Peters: [19, 765, 63, 774]
result-cell: 536: [162, 969, 176, 978]
article-paragraph: than the honorariums of the members cut off. With regard to the honorarium, he was opposed to reducing it on similar grounds. Poor men could not afford to leave their business for too long. As regards the free passes, it was a paltry subject for the Political Reformers to bother about. For his part he did not care whether there was a railway or not, and as he hoped to get their support he would make them a present of the pass. (Great laughter).: [799, 29, 942, 139]
place-cell: Timaru: [98, 863, 124, 872]
place-cell: Waimate: [98, 911, 129, 920]
section-heading: S.C. BOARD OF EDUCATION.: [30, 110, 164, 120]
result-cell: 570: [162, 749, 176, 758]
place-cell: Kakahu Bush: [98, 757, 144, 766]
table-row: [19, 1017, 176, 1025]
name-cell: Bobina M. Baxter (C): [19, 1043, 93, 1052]
article-paragraph: Mr Twomey, who was received with great applause, said he could not hold himself responsible for the debt of the colony, as he came before them politically unborn. He felt sure of getting a patient hearing at Pleasant Point, as three years ago he had experienced at their hands the greatest kindness. If they had, as he saw, intelligent communities would have done, treated him three years ago as they might have done, he would not have stood before them to-night. But they gave him a reception of which a Premier might have been proud, and he need not tell them that he felt grateful to them for it, and if he ever reached any position in politics he would look back to his first appearance in that hall and say he owed his success to the generous treatment he had received at Pleasant Point. (Applause). He now came before them with a good character from his own fellow citizens of Temuka, who had expressed their approbation of his views by giving him a vote of confidence, and he felt certain that he would receive a patient hearing from his old friends at Pleasant Point. (Great applause).: [186, 349, 329, 611]
name-cell: Harriet Sweet: [19, 1083, 68, 1092]
article-paragraph: This being all the business the Court adjourned.: [19, 81, 176, 99]
result-cell: 533: [162, 789, 176, 798]
article-paragraph: 3.—Will you vote against any further increase in the Customs Duties except for revenue purposes, and do you think the present Customs Duties sufficient protection for local industries?—Mr Twomey said there were two questions rolled up into one here. (Laughter). He was not in favor of putting on Customs Duties for revenue purposes under any circumstance. This meant taxing the poor swaggeri, and the poor swagger had no right to be taxed. This was the programme of the Political Reformers—"Tax the people, but do not promote local industries. Tax them, but let us importers keep on importing cheap goods for you." As for the second part of the question the very fact that under the present tariff, local industries did not flourish, was a sufficient answer. He would answer both questions emphatically in the negative, as they were altogether opposed to his principles. This was fortunate for the Political Reformers as it gave them an excuse for opposing him. (Great laughter).: [646, 1253, 789, 1490]
section-heading: RETRENCHMENT.: [215, 717, 300, 727]
article-paragraph: The report of the Inspector re the burning of the Winchester School was then read. After some consideration it was resolved—"That the Board regret the loss of the Winchester school by fire; also, that so far as is known, at present the evidence in regard to the circumstances of the fire is not such as to make it clear that the matter was accidental.": [19, 360, 176, 437]
table-row: [19, 943, 176, 951]
section-heading: NATIONAL BANK.: [216, 1458, 300, 1468]
column-6: [794, 30, 947, 1664]
